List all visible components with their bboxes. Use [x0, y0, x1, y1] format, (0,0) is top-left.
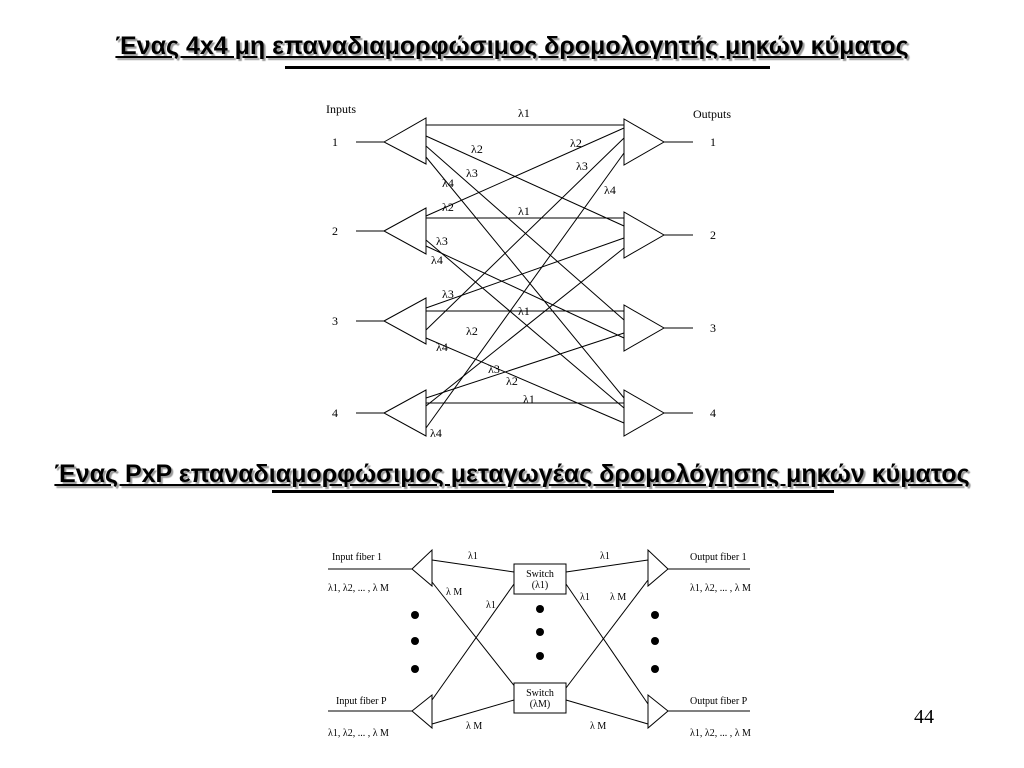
page-number: 44 — [914, 706, 934, 728]
output-fiber-1-wavelengths: λ1, λ2, ... , λ M — [690, 583, 751, 594]
wavelength-label: λ3 — [488, 362, 500, 376]
path-in4-out3 — [426, 333, 624, 398]
ellipsis-dot — [411, 637, 419, 645]
path-in3-out2 — [426, 238, 624, 308]
output-port-4: 4 — [710, 406, 716, 420]
wavelength-label: λ3 — [436, 234, 448, 248]
mux-fiber-p — [648, 695, 668, 728]
bottom-title-underline-bar — [272, 490, 834, 493]
ellipsis-dot — [536, 605, 544, 613]
demux-3 — [384, 298, 426, 344]
path-in1-lm — [432, 582, 516, 688]
wavelength-label: λ4 — [430, 426, 442, 440]
wavelength-label: λ1 — [518, 106, 530, 120]
wavelength-label: λ M — [466, 721, 483, 732]
path-outp-l1 — [566, 584, 648, 704]
output-fiber-p-label: Output fiber P — [690, 696, 748, 707]
wavelength-label: λ4 — [436, 340, 448, 354]
wavelength-label: λ2 — [471, 142, 483, 156]
ellipsis-dot — [411, 665, 419, 673]
wavelength-label: λ1 — [518, 204, 530, 218]
bottom-title: Ένας PxP επαναδιαμορφώσιμος μεταγωγέας δρομολόγησης μηκών κύματος — [54, 460, 970, 488]
wavelength-label: λ2 — [570, 136, 582, 150]
reconfigurable-switch-diagram — [318, 540, 768, 750]
wavelength-router-diagram — [318, 98, 758, 448]
input-fiber-1-label: Input fiber 1 — [332, 552, 382, 563]
wavelength-label: λ2 — [506, 374, 518, 388]
mux-fiber-1 — [648, 550, 668, 586]
input-port-1: 1 — [332, 135, 338, 149]
wavelength-label: λ4 — [442, 176, 454, 190]
wavelength-label: λ1 — [468, 551, 478, 562]
path-out1-lm — [566, 580, 648, 688]
demux-fiber-p — [412, 695, 432, 728]
ellipsis-dot — [651, 637, 659, 645]
output-port-3: 3 — [710, 321, 716, 335]
path-outp-lm — [566, 700, 648, 724]
wavelength-label: λ1 — [580, 592, 590, 603]
wavelength-label: λ M — [590, 721, 607, 732]
wavelength-label: λ1 — [486, 600, 496, 611]
wavelength-label: λ4 — [604, 183, 616, 197]
ellipsis-dot — [536, 628, 544, 636]
input-fiber-p-wavelengths: λ1, λ2, ... , λ M — [328, 728, 389, 739]
demux-2 — [384, 208, 426, 254]
path-in4-out1 — [426, 153, 624, 428]
demux-fiber-1 — [412, 550, 432, 586]
wavelength-label: λ3 — [442, 287, 454, 301]
ellipsis-dot — [651, 665, 659, 673]
path-inp-l1 — [432, 584, 514, 700]
mux-2 — [624, 212, 664, 258]
inputs-label: Inputs — [326, 102, 356, 116]
input-fiber-1-wavelengths: λ1, λ2, ... , λ M — [328, 583, 389, 594]
output-fiber-p-wavelengths: λ1, λ2, ... , λ M — [690, 728, 751, 739]
mux-4 — [624, 390, 664, 436]
ellipsis-dot — [651, 611, 659, 619]
switch-lm-subtitle: (λM) — [529, 699, 551, 710]
input-fiber-p-label: Input fiber P — [336, 696, 387, 707]
output-port-2: 2 — [710, 228, 716, 242]
wavelength-label: λ M — [446, 587, 463, 598]
output-fiber-1-label: Output fiber 1 — [690, 552, 747, 563]
demux-1 — [384, 118, 426, 164]
wavelength-label: λ1 — [523, 392, 535, 406]
path-in3-out1 — [426, 138, 624, 330]
mux-1 — [624, 119, 664, 165]
output-port-1: 1 — [710, 135, 716, 149]
top-title: Ένας 4x4 μη επαναδιαμορφώσιμος δρομολογητής μηκών κύματος — [115, 32, 909, 60]
mux-3 — [624, 305, 664, 351]
wavelength-label: λ3 — [466, 166, 478, 180]
path-in3-out4 — [426, 338, 624, 423]
ellipsis-dot — [536, 652, 544, 660]
outputs-label: Outputs — [693, 107, 732, 121]
wavelength-label: λ3 — [576, 159, 588, 173]
wavelength-label: λ2 — [442, 200, 454, 214]
demux-4 — [384, 390, 426, 436]
ellipsis-dot — [411, 611, 419, 619]
top-title-underline-bar — [285, 66, 770, 69]
switch-l1-title: Switch — [526, 569, 554, 580]
wavelength-label: λ4 — [431, 253, 443, 267]
switch-l1-subtitle: (λ1) — [531, 580, 549, 591]
wavelength-label: λ M — [610, 592, 627, 603]
wavelength-label: λ1 — [518, 304, 530, 318]
path-in1-out4 — [426, 157, 624, 398]
switch-lm-title: Switch — [526, 688, 554, 699]
input-port-4: 4 — [332, 406, 338, 420]
input-port-3: 3 — [332, 314, 338, 328]
input-port-2: 2 — [332, 224, 338, 238]
wavelength-label: λ2 — [466, 324, 478, 338]
wavelength-label: λ1 — [600, 551, 610, 562]
